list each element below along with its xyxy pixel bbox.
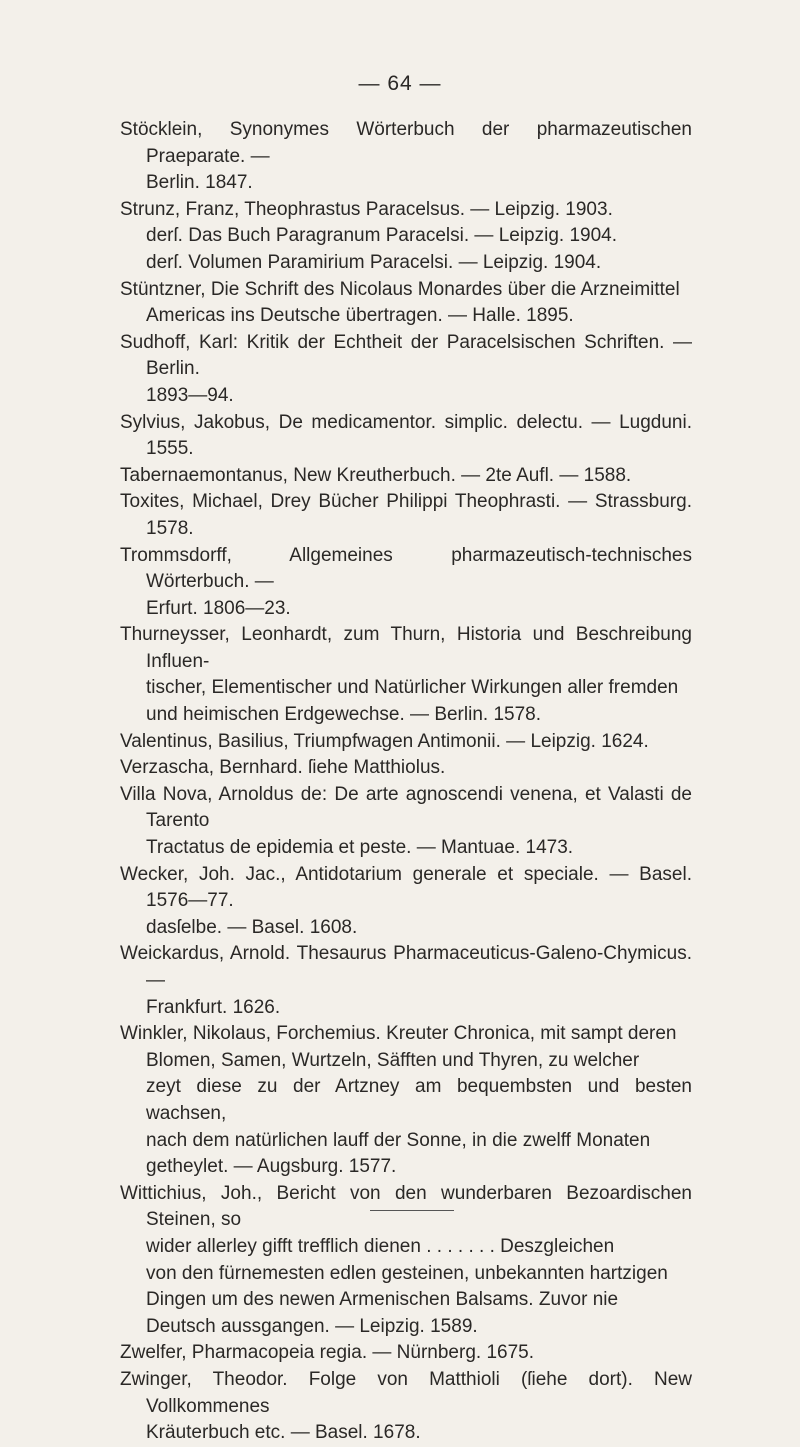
bibliography-entry bbox=[120, 941, 692, 1021]
bibliography-entry bbox=[120, 755, 692, 782]
entry-line: Americas ins Deutsche übertragen. — Halle. 1895. bbox=[146, 305, 574, 327]
bibliography-entry bbox=[120, 729, 692, 756]
entry-line: Weickardus, Arnold. Thesaurus Pharmaceuticus-Galeno-Chymicus. — bbox=[120, 943, 692, 991]
entry-line: Zwelfer, Pharmacopeia regia. — Nürnberg. 1675. bbox=[120, 1342, 534, 1364]
entry-line: Tractatus de epidemia et peste. — Mantuae. 1473. bbox=[146, 837, 574, 859]
bibliography-entry bbox=[120, 1367, 692, 1447]
entry-line: Tabernaemontanus, New Kreutherbuch. — 2te Aufl. — 1588. bbox=[120, 464, 632, 486]
entry-line: Erfurt. 1806—23. bbox=[146, 597, 291, 619]
bibliography-entry bbox=[120, 862, 692, 942]
entry-line: Zwinger, Theodor. Folge von Matthioli (ſiehe dort). New Vollkommenes bbox=[120, 1368, 692, 1417]
bibliography-entry bbox=[120, 250, 692, 277]
entry-line: Sylvius, Jakobus, De medicamentor. simplic. delectu. — Lugduni. 1555. bbox=[120, 411, 692, 460]
entry-line: 1893—94. bbox=[146, 384, 234, 406]
entry-line: Frankfurt. 1626. bbox=[146, 996, 281, 1018]
entry-line: derſ. Das Buch Paragranum Paracelsi. — Leipzig. 1904. bbox=[146, 225, 618, 247]
entry-line: derſ. Volumen Paramirium Paracelsi. — Leipzig. 1904. bbox=[146, 251, 602, 273]
bibliography-entry bbox=[120, 410, 692, 463]
end-rule bbox=[370, 1210, 454, 1211]
entry-line: Wecker, Joh. Jac., Antidotarium generale et speciale. — Basel. 1576—77. bbox=[120, 863, 692, 912]
bibliography-entry bbox=[120, 277, 692, 330]
bibliography-entry bbox=[120, 543, 692, 623]
entry-line: Stöcklein, Synonymes Wörterbuch der pharmazeutischen Praeparate. — bbox=[120, 119, 692, 167]
bibliography-entry bbox=[120, 330, 692, 410]
bibliography-entry bbox=[120, 1181, 692, 1341]
entry-line: nach dem natürlichen lauff der Sonne, in die zwelff Monaten bbox=[146, 1129, 651, 1151]
bibliography-list bbox=[120, 117, 692, 1447]
entry-line: Trommsdorff, Allgemeines pharmazeutisch-technisches Wörterbuch. — bbox=[120, 544, 692, 593]
entry-line: Thurneysser, Leonhardt, zum Thurn, Historia und Beschreibung Influen- bbox=[120, 624, 692, 672]
page-number: — 64 — bbox=[358, 72, 442, 95]
entry-line: Deutsch aussgangen. — Leipzig. 1589. bbox=[146, 1315, 478, 1337]
entry-line: Stüntzner, Die Schrift des Nicolaus Monardes über die Arzneimittel bbox=[120, 278, 680, 300]
entry-line: von den fürnemesten edlen gesteinen, unbekannten hartzigen bbox=[146, 1262, 668, 1284]
entry-line: Strunz, Franz, Theophrastus Paracelsus. — Leipzig. 1903. bbox=[120, 198, 613, 220]
bibliography-entry bbox=[120, 1340, 692, 1367]
bibliography-entry bbox=[120, 1021, 692, 1181]
bibliography-entry bbox=[120, 489, 692, 542]
entry-line: Verzascha, Bernhard. ſiehe Matthiolus. bbox=[120, 757, 446, 779]
entry-line: wider allerley gifft trefflich dienen . . . . . . . Deszgleichen bbox=[146, 1235, 615, 1257]
bibliography-entry bbox=[120, 117, 692, 197]
entry-line: dasſelbe. — Basel. 1608. bbox=[146, 916, 358, 938]
entry-line: tischer, Elementischer und Natürlicher Wirkungen aller fremden bbox=[146, 677, 679, 699]
entry-line: und heimischen Erdgewechse. — Berlin. 1578. bbox=[146, 704, 542, 726]
bibliography-entry bbox=[120, 463, 692, 490]
bibliography-entry bbox=[120, 782, 692, 862]
bibliography-entry bbox=[120, 622, 692, 728]
entry-line: Winkler, Nikolaus, Forchemius. Kreuter Chronica, mit sampt deren bbox=[120, 1023, 677, 1045]
entry-line: Blomen, Samen, Wurtzeln, Säfften und Thyren, zu welcher bbox=[146, 1049, 640, 1071]
entry-line: Villa Nova, Arnoldus de: De arte agnoscendi venena, et Valasti de Tarento bbox=[120, 783, 692, 832]
entry-line: Valentinus, Basilius, Triumpfwagen Antimonii. — Leipzig. 1624. bbox=[120, 730, 649, 752]
entry-line: Kräuterbuch etc. — Basel. 1678. bbox=[146, 1422, 421, 1444]
entry-line: Dingen um des newen Armenischen Balsams. Zuvor nie bbox=[146, 1289, 619, 1311]
entry-line: getheylet. — Augsburg. 1577. bbox=[146, 1156, 397, 1178]
bibliography-entry bbox=[120, 197, 692, 224]
entry-line: zeyt diese zu der Artzney am bequembsten und besten wachsen, bbox=[146, 1076, 692, 1124]
entry-line: Sudhoff, Karl: Kritik der Echtheit der Paracelsischen Schriften. — Berlin. bbox=[120, 331, 692, 380]
entry-line: Wittichius, Joh., Bericht von den wunderbaren Bezoardischen Steinen, so bbox=[120, 1182, 692, 1231]
bibliography-entry bbox=[120, 223, 692, 250]
entry-line: Berlin. 1847. bbox=[146, 172, 253, 194]
entry-line: Toxites, Michael, Drey Bücher Philippi Theophrasti. — Strassburg. 1578. bbox=[120, 491, 692, 539]
